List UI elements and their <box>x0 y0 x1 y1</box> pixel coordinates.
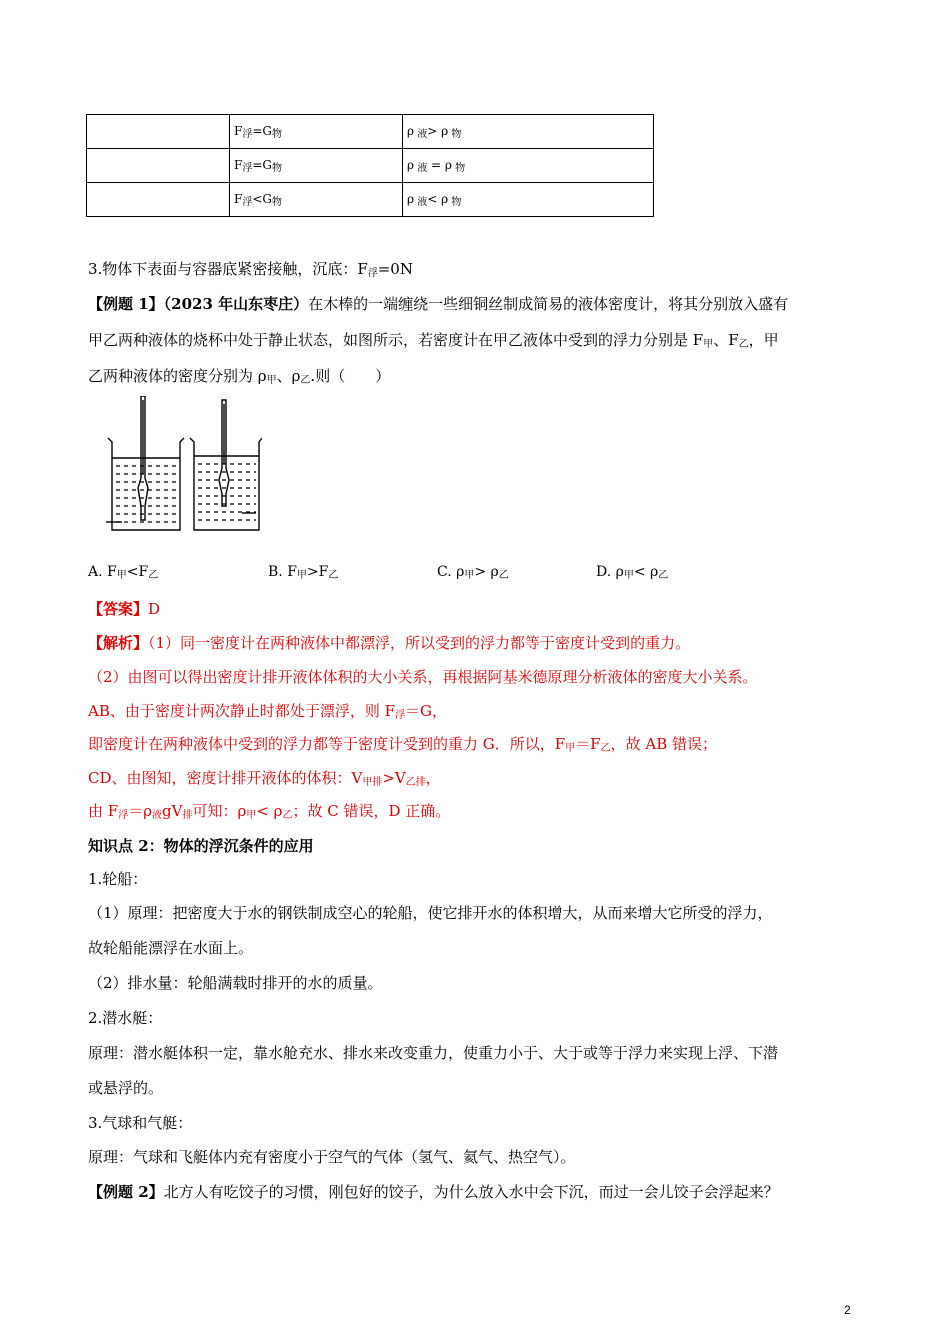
option-a: A. $F_甲<F_乙$ <box>88 564 159 581</box>
example-1-line-1: 【例题 1】（2023 年山东枣庄）在木棒的一端缠绕一些细铜丝制成简易的液体密度计，将其分别放入盛有 <box>88 295 789 313</box>
knowledge-point-2-title: 知识点 2：物体的浮沉条件的应用 <box>88 837 314 855</box>
table-cell-empty <box>87 183 230 217</box>
float-condition-table <box>86 114 654 217</box>
submarine-principle-1: 原理：潜水艇体积一定，靠水舱充水、排水来改变重力，使重力小于、大于或等于浮力来实现上浮、下潜 <box>88 1044 779 1062</box>
submarine-heading: 2.潜水艇： <box>88 1009 163 1027</box>
option-b: B. $F_甲>F_乙$ <box>268 564 339 581</box>
table-cell-density: ρ $_液$> ρ $_物$ <box>403 115 654 149</box>
analysis-line-5: CD、由图知，密度计排开液体的体积：$V_{甲排}>V_{乙排}$， <box>88 769 441 788</box>
hydrometer-beakers-figure <box>104 396 262 536</box>
analysis-line-3: AB、由于密度计两次静止时都处于漂浮，则 $F_浮=G$， <box>88 702 448 721</box>
ship-principle-2: 故轮船能漂浮在水面上。 <box>88 939 254 957</box>
ship-principle-1: （1）原理：把密度大于水的钢铁制成空心的轮船，使它排开水的体积增大，从而来增大它所受的浮力， <box>88 904 773 922</box>
example-2: 【例题 2】北方人有吃饺子的习惯，刚包好的饺子，为什么放入水中会下沉，而过一会儿饺子会浮起来？ <box>88 1183 779 1201</box>
analysis-line-6: 由 $F_浮=\rho_液gV_排$可知：$\rho_甲< \rho_乙$；故 C 错误，D 正确。 <box>88 802 451 821</box>
table-cell-density: ρ $_液$< ρ $_物$ <box>403 183 654 217</box>
ship-displacement: （2）排水量：轮船满载时排开的水的质量。 <box>88 974 383 992</box>
table-row <box>87 183 654 217</box>
page-number: 2 <box>844 1303 851 1317</box>
table-row <box>87 115 654 149</box>
balloon-principle: 原理：气球和飞艇体内充有密度小于空气的气体（氢气、氦气、热空气）。 <box>88 1148 576 1166</box>
example-1-tag: 【例题 1】 <box>88 295 164 313</box>
balloon-heading: 3.气球和气艇： <box>88 1114 193 1132</box>
analysis-tag: 【解析】 <box>88 634 149 652</box>
table-row <box>87 149 654 183</box>
table-cell-empty <box>87 115 230 149</box>
example-1-line-3: 乙两种液体的密度分别为 $\rho_甲$、$\rho_乙$.则（ ） <box>88 367 391 386</box>
point-3-sink: 3.物体下表面与容器底紧密接触，沉底：$F_浮=0N$ <box>88 260 413 279</box>
table-cell-force: $F_浮=G_物$ <box>230 115 403 149</box>
table-cell-force: $F_浮=G_物$ <box>230 149 403 183</box>
table-cell-force: $F_浮<G_物$ <box>230 183 403 217</box>
analysis-line-4: 即密度计在两种液体中受到的浮力都等于密度计受到的重力 G．所以，$F_甲=F_乙$，故 AB 错误； <box>88 735 717 754</box>
option-c: C. $\rho_甲> \rho_乙$ <box>437 564 509 581</box>
answer: 【答案】D <box>88 600 161 618</box>
table-cell-density: ρ $_液$ = ρ $_物$ <box>403 149 654 183</box>
option-d: D. $\rho_甲< \rho_乙$ <box>596 564 669 581</box>
submarine-principle-2: 或悬浮的。 <box>88 1079 164 1097</box>
table-cell-empty <box>87 149 230 183</box>
example-1-source: （2023 年山东枣庄） <box>163 295 309 313</box>
ship-heading: 1.轮船： <box>88 870 148 888</box>
example-1-line-2: 甲乙两种液体的烧杯中处于静止状态，如图所示，若密度计在甲乙液体中受到的浮力分别是 $F_甲$、$F_乙$，甲 <box>88 331 779 350</box>
analysis-line-1: 【解析】（1）同一密度计在两种液体中都漂浮，所以受到的浮力都等于密度计受到的重力。 <box>88 634 691 652</box>
analysis-line-2: （2）由图可以得出密度计排开液体体积的大小关系，再根据阿基米德原理分析液体的密度大小关系。 <box>88 668 758 686</box>
example-2-tag: 【例题 2】 <box>88 1183 164 1201</box>
